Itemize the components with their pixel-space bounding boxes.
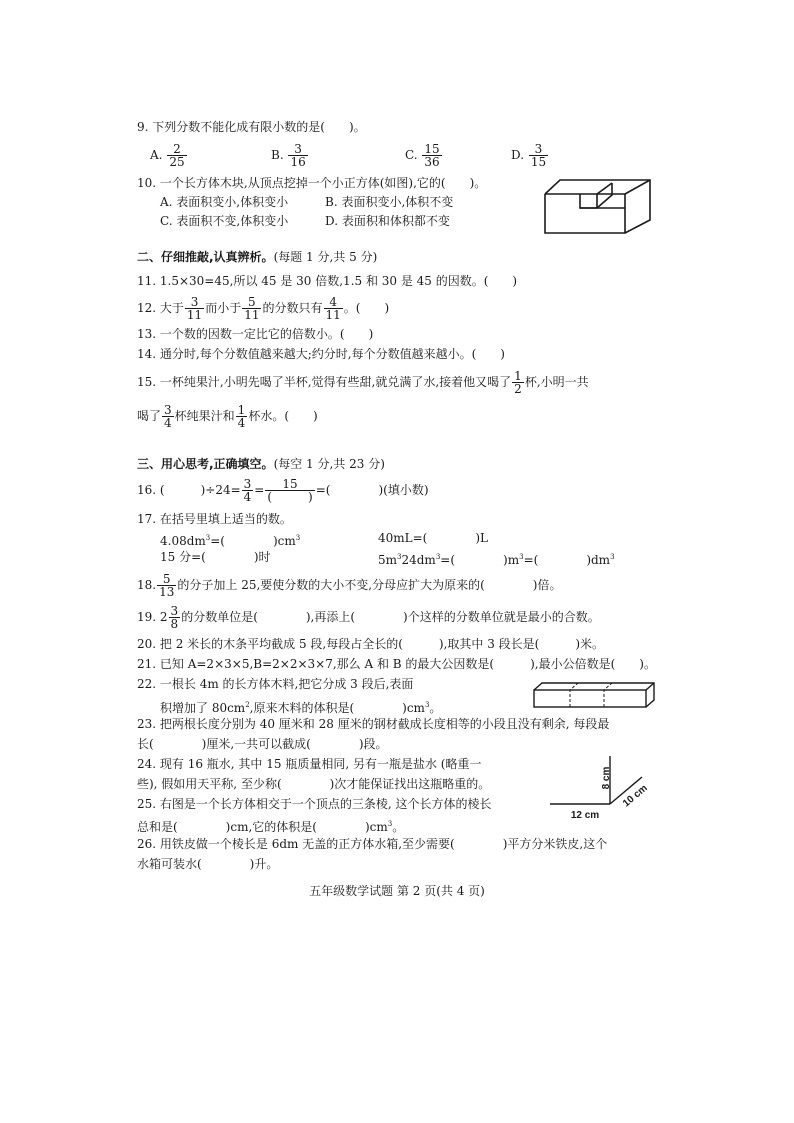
q25-line1: 25. 右图是一个长方体相交于一个顶点的三条棱, 这个长方体的棱长	[137, 797, 492, 811]
depth-label: 10 cm	[620, 782, 650, 810]
q24-line2: 些), 假如用天平称, 至少称( )次才能保证找出这瓶略重的。	[137, 777, 491, 791]
q17-b2: $5m^324dm^3=$( )$m^3=$( )$dm^3$	[378, 553, 615, 567]
fraction: $\frac{3}{8}$	[170, 604, 179, 631]
q17-stem: 17. 在括号里填上适当的数。	[137, 512, 292, 526]
fraction: $\frac{3}{4}$	[164, 403, 172, 430]
q22-line1: 22. 一根长 4m 的长方体木料,把它分成 3 段后,表面	[137, 677, 414, 691]
q26-line2: 水箱可装水( )升。	[137, 857, 279, 871]
section2-note: (每题 1 分,共 5 分)	[273, 250, 378, 264]
fraction: $\frac{15}{36}$	[424, 142, 440, 169]
option-label: C.	[405, 148, 418, 162]
q17-a1: $4.08dm^3=$( )$cm^3$	[160, 534, 301, 548]
q10-option-a[interactable]: A. 表面积变小,体积变小	[160, 195, 289, 209]
q13: 13. 一个数的因数一定比它的倍数小。( )	[137, 327, 374, 341]
edges-figure	[545, 752, 665, 822]
width-label: 12 cm	[570, 810, 600, 821]
q17-b1: 15 分=( )时	[160, 550, 271, 564]
fraction: $\frac{3}{11}$	[186, 295, 203, 322]
q12: 12. 大于 $\frac{3}{11}$ 而小于 $\frac{5}{11}$ 的分数只有 $\frac{4}{11}$ 。( )	[137, 295, 390, 322]
option-label: A.	[150, 148, 163, 162]
q9-option-c[interactable]	[405, 143, 443, 168]
q23-line2: 长( )厘米,一共可以截成( )段。	[137, 737, 388, 751]
q15-line1: 15. 一杯纯果汁,小明先喝了半杯,觉得有些甜,就兑满了水,接着他又喝了 $\frac{1}{2}$ 杯,小明一共	[137, 369, 589, 396]
option-label: D.	[511, 148, 525, 162]
q10-option-b[interactable]: B. 表面积变小,体积不变	[325, 195, 454, 209]
q15-line2: 喝了 $\frac{3}{4}$ 杯纯果汁和 $\frac{1}{4}$ 杯水。( )	[137, 403, 318, 430]
q18: 18. $\frac{5}{13}$ 的分子加上 25,要使分数的大小不变,分母应扩大为原来的( )倍。	[137, 572, 562, 599]
page-footer: 五年级数学试题 第 2 页(共 4 页)	[309, 884, 485, 898]
section2-header	[137, 250, 377, 264]
fraction: $\frac{5}{11}$	[244, 295, 260, 322]
fraction: $\frac{3}{4}$	[243, 477, 252, 504]
q17-a2: 40mL=( )L	[378, 531, 489, 545]
q9-option-a[interactable]	[150, 143, 188, 168]
q11: 11. 1.5×30=45,所以 45 是 30 倍数,1.5 和 30 是 45 的因数。( )	[137, 274, 518, 288]
q24-line1: 24. 现有 16 瓶水, 其中 15 瓶质量相同, 另有一瓶是盐水 (略重一	[137, 757, 482, 771]
q20: 20. 把 2 米长的木条平均截成 5 段,每段占全长的( ),取其中 3 段长是( )米。	[137, 637, 605, 651]
section3-note: (每空 1 分,共 23 分)	[273, 457, 385, 471]
q9-option-d[interactable]	[511, 143, 549, 168]
q19: 19. 2 $\frac{3}{8}$ 的分数单位是( ),再添上( )个这样的分数单位就是最小的合数。	[137, 604, 600, 631]
fraction: $\frac{3}{16}$	[290, 142, 306, 169]
fraction: $\frac{15}{( )}$	[267, 477, 313, 504]
q23-line1: 23. 把两根长度分别为 40 厘米和 28 厘米的钢材截成长度相等的小段且没有剩余, 每段最	[137, 717, 610, 731]
q10-stem: 10. 一个长方体木块,从顶点挖掉一个小正方体(如图),它的( )。	[137, 176, 487, 190]
option-label: B.	[271, 148, 284, 162]
section3-header	[137, 457, 385, 471]
cuboid-notch-figure	[540, 178, 660, 238]
q16: 16. ( )÷24= $\frac{3}{4}$ = $\frac{15}{( )}$ =( )(填小数)	[137, 477, 429, 504]
height-label: 8 cm	[601, 766, 612, 790]
q21: 21. 已知 A=2×3×5,B=2×2×3×7,那么 A 和 B 的最大公因数是( ),最小公倍数是( )。	[137, 657, 656, 671]
q9-option-b[interactable]	[271, 143, 309, 168]
section3-title: 三、用心思考,正确填空。	[137, 457, 274, 471]
fraction: $\frac{4}{11}$	[325, 295, 341, 322]
fraction: $\frac{2}{25}$	[169, 142, 185, 169]
q25-line2: 总和是( )cm,它的体积是( )$cm^3$。	[137, 820, 405, 834]
q10-option-d[interactable]: D. 表面积和体积都不变	[325, 214, 450, 228]
q14: 14. 通分时,每个分数值越来越大;约分时,每个分数值越来越小。( )	[137, 347, 505, 361]
fraction: $\frac{5}{13}$	[159, 572, 175, 599]
wood-bar-figure	[530, 680, 660, 710]
q9-stem: 9. 下列分数不能化成有限小数的是( )。	[137, 120, 366, 134]
fraction: $\frac{1}{4}$	[237, 403, 246, 430]
q26-line1: 26. 用铁皮做一个棱长是 6dm 无盖的正方体水箱,至少需要( )平方分米铁皮,这个	[137, 837, 608, 851]
section2-title: 二、仔细推敲,认真辨析。	[137, 250, 274, 264]
fraction: $\frac{1}{2}$	[514, 369, 522, 396]
q22-line2: 积增加了 $80cm^2$,原来木料的体积是( )$cm^3$。	[160, 701, 442, 715]
q10-option-c[interactable]: C. 表面积不变,体积变小	[160, 214, 289, 228]
fraction: $\frac{3}{15}$	[530, 142, 547, 169]
